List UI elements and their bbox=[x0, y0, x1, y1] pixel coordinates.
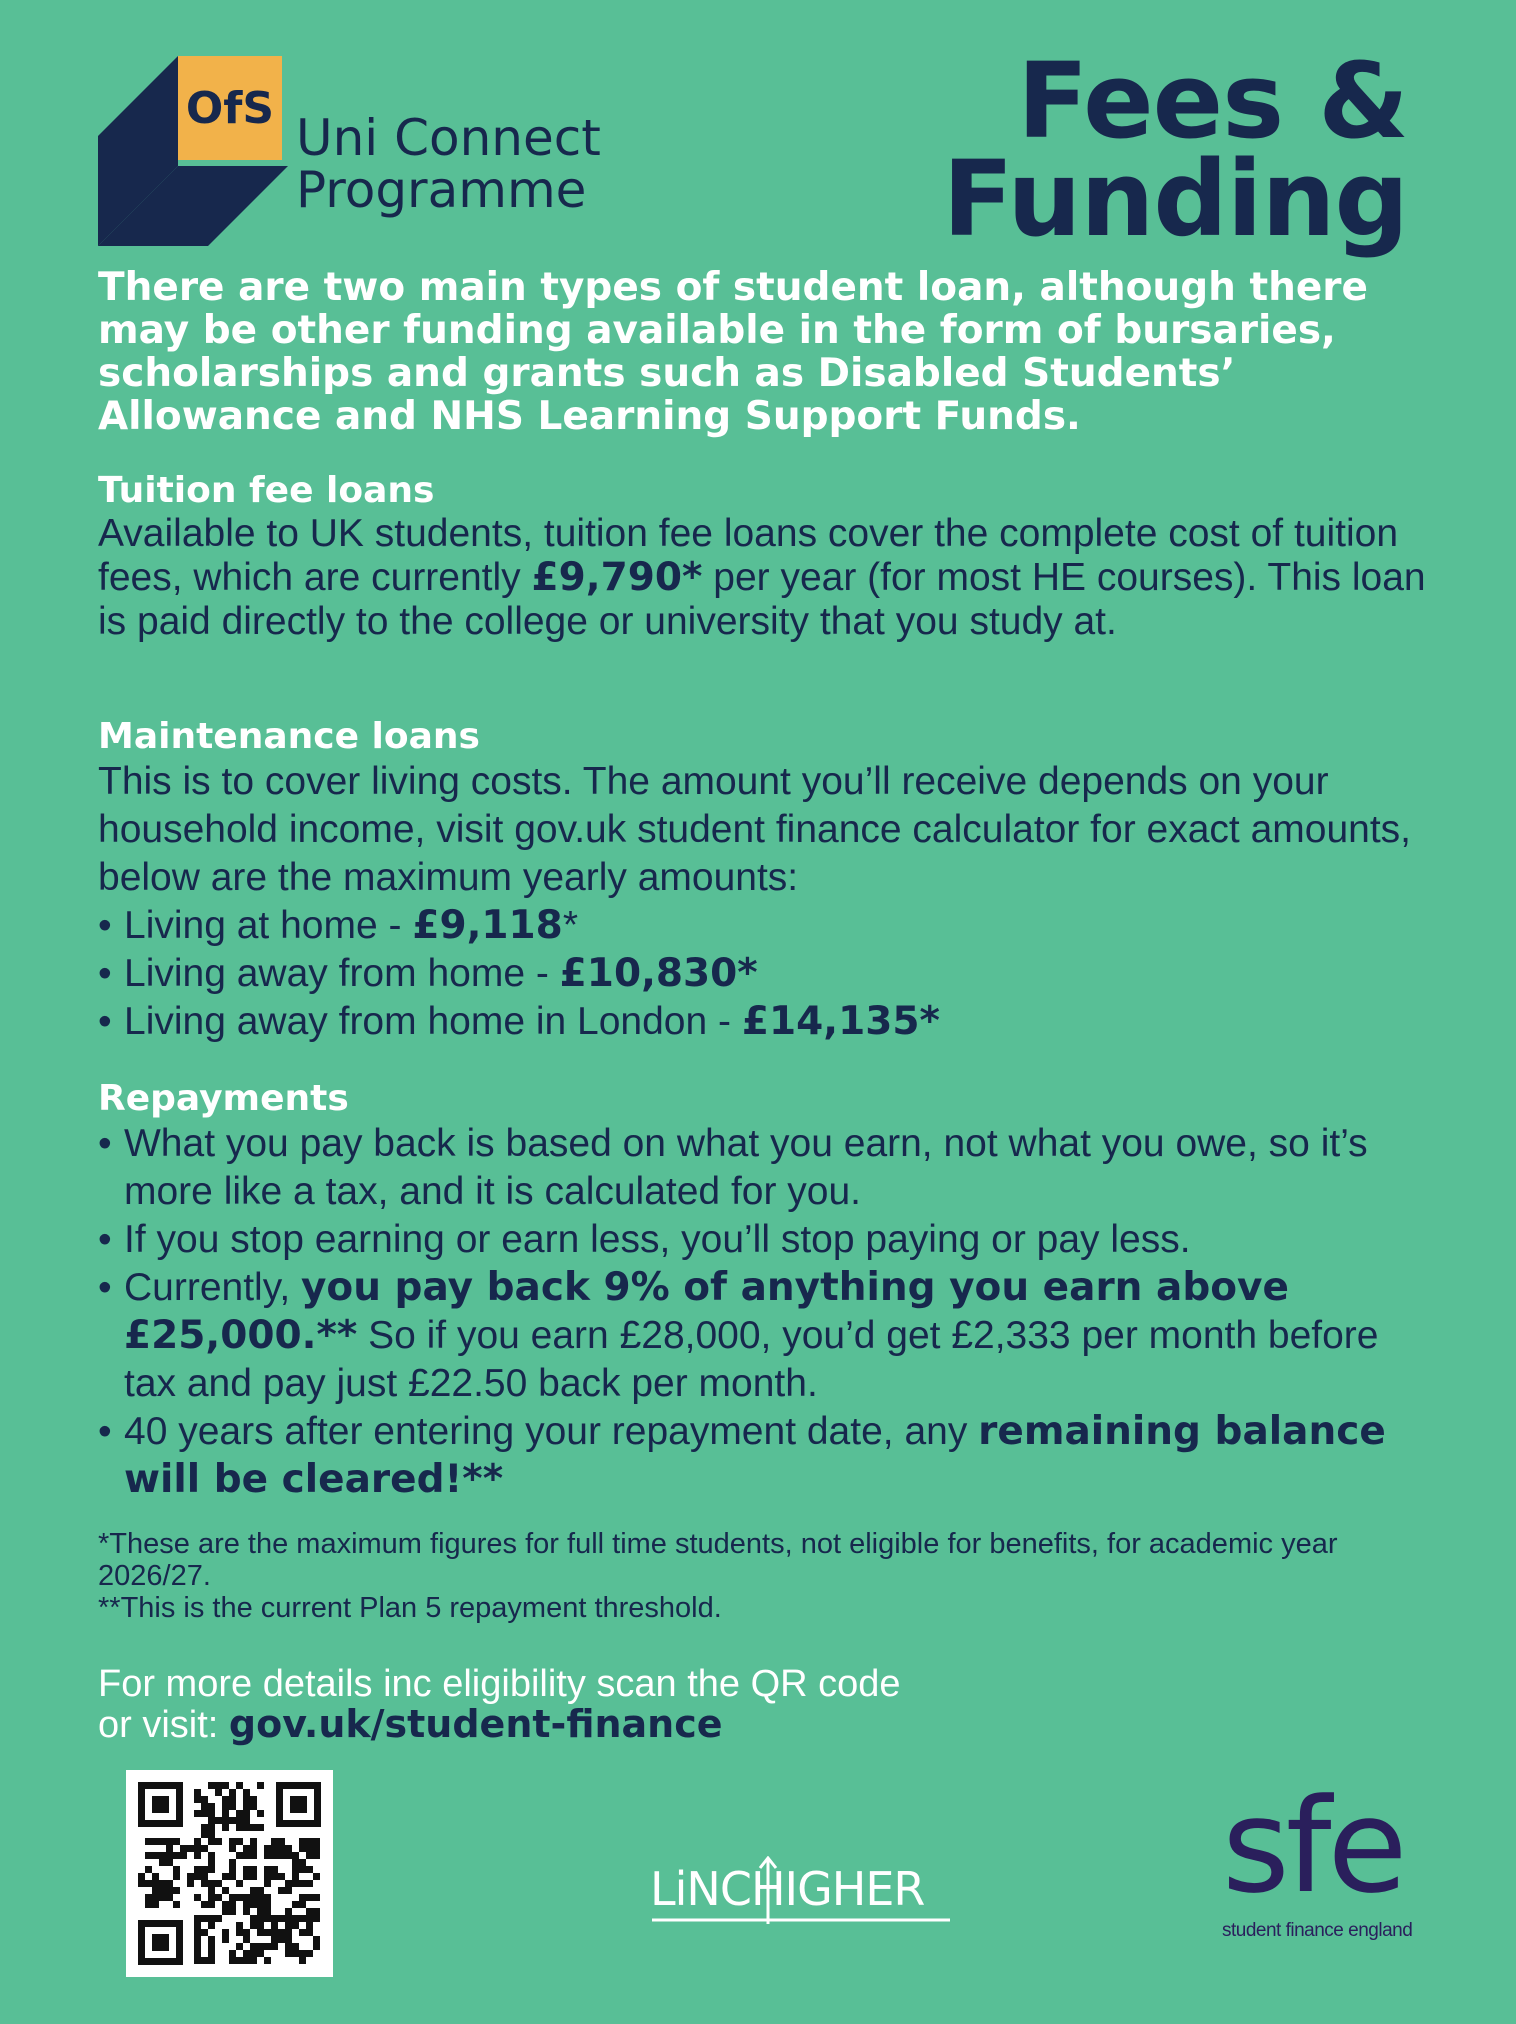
list-item bbox=[98, 998, 1438, 1046]
qr-code-icon bbox=[126, 1770, 333, 1977]
page-title bbox=[942, 40, 1408, 260]
tuition-body bbox=[98, 512, 1438, 644]
list-item bbox=[98, 950, 1438, 998]
bullet: • bbox=[98, 904, 112, 947]
repayment-item-3a: Currently, bbox=[124, 1266, 301, 1309]
repayment-item-3b: you pay back 9% of anything you earn above £25,000.** bbox=[124, 1265, 1289, 1358]
qr-code[interactable] bbox=[126, 1770, 333, 1977]
item-label: Living away from home - bbox=[124, 952, 560, 995]
maintenance-section bbox=[98, 716, 1438, 1046]
maintenance-list bbox=[98, 902, 1438, 1046]
footnote-2: **This is the current Plan 5 repayment threshold. bbox=[98, 1592, 722, 1624]
footnote-1: *These are the maximum figures for full time students, not eligible for benefits, for academic year 2026/27. bbox=[98, 1528, 1338, 1592]
logo-line-2: Programme bbox=[296, 161, 587, 219]
ofs-uni-connect-logo bbox=[98, 56, 618, 246]
tuition-section bbox=[98, 470, 1438, 644]
tuition-text-a: Available to UK students, tuition fee loans cover the complete cost of tuition fees, which are currently bbox=[98, 512, 1399, 599]
logo-programme-name bbox=[296, 109, 601, 219]
title-line-1: Fees & bbox=[1017, 40, 1408, 162]
tuition-heading: Tuition fee loans bbox=[98, 470, 435, 511]
repayment-item-4b: remaining balance will be cleared!** bbox=[124, 1409, 1386, 1502]
sfe-logo-icon: sfe bbox=[1222, 1770, 1404, 1922]
more-prefix: or visit: bbox=[98, 1704, 229, 1746]
item-amount: £14,135* bbox=[741, 999, 940, 1044]
intro-text: There are two main types of student loan, although there may be other funding available in the form of bursaries, scholarships and grants such as Disabled Students’ Allowance and NHS Learning Support Funds. bbox=[98, 265, 1368, 439]
list-item bbox=[98, 1120, 1438, 1216]
list-item bbox=[98, 1408, 1438, 1504]
maintenance-body: This is to cover living costs. The amount you’ll receive depends on your household income, visit gov.uk student finance calculator for exact amounts, below are the maximum yearly amounts: bbox=[98, 760, 1411, 899]
bullet: • bbox=[98, 1410, 112, 1453]
bullet: • bbox=[98, 1218, 112, 1261]
sfe-logo bbox=[1222, 1770, 1432, 1942]
repayment-item-1: What you pay back is based on what you earn, not what you owe, so it’s more like a tax, and it is calculated for you. bbox=[124, 1122, 1368, 1213]
linc-higher-text: LiNCHIGHER bbox=[650, 1862, 925, 1916]
item-suffix: * bbox=[562, 904, 578, 947]
list-item bbox=[98, 1264, 1438, 1408]
logo-line-1: Uni Connect bbox=[296, 109, 601, 167]
repayments-section bbox=[98, 1078, 1438, 1504]
more-line-2 bbox=[98, 1704, 1198, 1745]
item-label: Living away from home in London - bbox=[124, 1000, 742, 1043]
repayments-list bbox=[98, 1120, 1438, 1504]
repayments-heading: Repayments bbox=[98, 1078, 349, 1119]
more-line-1: For more details inc eligibility scan the QR code bbox=[98, 1663, 901, 1705]
sfe-name: student finance england bbox=[1222, 1920, 1413, 1941]
repayment-item-4a: 40 years after entering your repayment date, any bbox=[124, 1410, 979, 1453]
repayment-item-3c: So if you earn £28,000, you’d get £2,333 per month before tax and pay just £22.50 back per month. bbox=[124, 1314, 1379, 1405]
item-amount: £10,830* bbox=[559, 951, 758, 996]
tuition-text-b: per year (for most HE courses). This loan is paid directly to the college or university that you study at. bbox=[98, 556, 1426, 643]
list-item bbox=[98, 1216, 1438, 1264]
maintenance-heading: Maintenance loans bbox=[98, 716, 480, 757]
title-line-2: Funding bbox=[942, 138, 1408, 260]
item-amount: £9,118 bbox=[412, 903, 563, 948]
student-finance-link[interactable]: gov.uk/student-finance bbox=[228, 1702, 723, 1746]
list-item bbox=[98, 902, 1438, 950]
bullet: • bbox=[98, 1000, 112, 1043]
item-label: Living at home - bbox=[124, 904, 413, 947]
bullet: • bbox=[98, 1266, 112, 1309]
bullet: • bbox=[98, 952, 112, 995]
tuition-amount: £9,790* bbox=[531, 555, 703, 600]
more-details bbox=[98, 1664, 1198, 1745]
footnotes bbox=[98, 1528, 1398, 1624]
bullet: • bbox=[98, 1122, 112, 1165]
linc-higher-logo bbox=[650, 1856, 950, 1926]
ofs-mark-text: OfS bbox=[185, 82, 275, 134]
repayment-item-2: If you stop earning or earn less, you’ll stop paying or pay less. bbox=[124, 1218, 1191, 1261]
